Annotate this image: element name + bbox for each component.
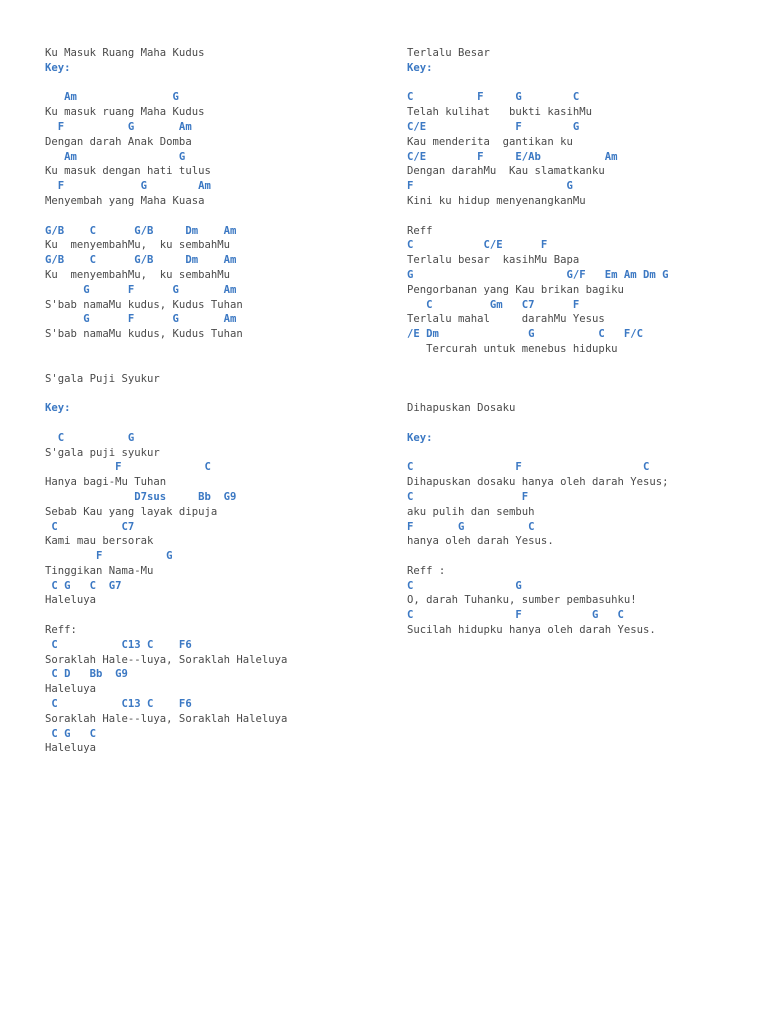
song-title: S'gala Puji Syukur (45, 372, 160, 385)
blank-line (407, 357, 752, 372)
blank-line (45, 342, 390, 357)
blank-line (45, 386, 390, 401)
chord-line: C C13 C F6 (45, 698, 192, 711)
section-label: Reff (407, 224, 433, 237)
chord-line: G/B C G/B Dm Am (45, 224, 237, 237)
chord-line: C F C (407, 461, 650, 474)
chord-line: C F G C (407, 91, 580, 104)
lyric-line: Soraklah Hale--luya, Soraklah Haleluya (45, 712, 288, 725)
key-label: Key: (407, 61, 433, 74)
blank-line (407, 209, 752, 224)
lyric-line: Hanya bagi-Mu Tuhan (45, 476, 167, 489)
chord-line: G F G Am (45, 313, 237, 326)
blank-line (45, 416, 390, 431)
chord-line: /E Dm G C F/C (407, 328, 643, 341)
blank-line (407, 549, 752, 564)
lyric-line: Sucilah hidupku hanya oleh darah Yesus. (407, 624, 656, 637)
chord-line: C G C (45, 727, 97, 740)
chord-line: C G C G7 (45, 579, 122, 592)
lyric-line: Ku masuk ruang Maha Kudus (45, 106, 205, 119)
chord-line: C/E F E/Ab Am (407, 150, 618, 163)
key-label: Key: (45, 61, 71, 74)
blank-line (45, 608, 390, 623)
chord-line: C D Bb G9 (45, 668, 128, 681)
lyric-line: Terlalu mahal darahMu Yesus (407, 313, 605, 326)
lyric-line: Telah kulihat bukti kasihMu (407, 106, 592, 119)
song-title: Terlalu Besar (407, 47, 490, 59)
chord-line: F G C (407, 520, 535, 533)
lyric-line: Menyembah yang Maha Kuasa (45, 194, 205, 207)
lyric-line: Terlalu besar kasihMu Bapa (407, 254, 580, 267)
lyric-line: Haleluya (45, 683, 97, 696)
section-label: Reff : (407, 564, 446, 577)
chord-line: G/B C G/B Dm Am (45, 254, 237, 267)
chord-line: C G (407, 579, 522, 592)
key-label: Key: (407, 431, 433, 444)
chord-line: C/E F G (407, 120, 580, 133)
chord-line: C C7 (45, 520, 135, 533)
lyric-line: Kini ku hidup menyenangkanMu (407, 194, 586, 207)
chord-line: Am G (45, 91, 179, 104)
lyric-line: S'gala puji syukur (45, 446, 160, 459)
chord-line: Am G (45, 150, 186, 163)
chord-line: F G (407, 180, 573, 193)
lyric-line: Dengan darah Anak Domba (45, 135, 192, 148)
lyric-line: Dihapuskan dosaku hanya oleh darah Yesus; (407, 476, 669, 489)
lyric-line: Dengan darahMu Kau slamatkanku (407, 165, 605, 178)
lyric-line: Haleluya (45, 594, 97, 607)
lyric-line: Kami mau bersorak (45, 535, 154, 548)
blank-line (45, 76, 390, 91)
chord-line: C C13 C F6 (45, 638, 192, 651)
lyric-line: S'bab namaMu kudus, Kudus Tuhan (45, 298, 243, 311)
lyric-line: Ku menyembahMu, ku sembahMu (45, 268, 230, 281)
lyric-line: Tinggikan Nama-Mu (45, 564, 154, 577)
blank-line (45, 209, 390, 224)
lyric-line: Tercurah untuk menebus hidupku (407, 342, 618, 355)
lyric-line: Kau menderita gantikan ku (407, 135, 573, 148)
lyric-line: S'bab namaMu kudus, Kudus Tuhan (45, 328, 243, 341)
lyric-line: Soraklah Hale--luya, Soraklah Haleluya (45, 653, 288, 666)
lyric-line: Sebab Kau yang layak dipuja (45, 505, 218, 518)
blank-line (407, 386, 752, 401)
chord-line: C C/E F (407, 239, 548, 252)
chord-line: C Gm C7 F (407, 298, 580, 311)
blank-line (407, 416, 752, 431)
blank-line (45, 357, 390, 372)
section-label: Reff: (45, 624, 77, 637)
right-column (407, 46, 752, 638)
chord-line: D7sus Bb G9 (45, 490, 237, 503)
chord-line: C G (45, 431, 135, 444)
song-title: Ku Masuk Ruang Maha Kudus (45, 47, 205, 59)
left-column (45, 46, 390, 756)
blank-line (407, 446, 752, 461)
song-title: Dihapuskan Dosaku (407, 402, 516, 415)
chord-line: F G (45, 550, 173, 563)
chord-line: F G Am (45, 120, 192, 133)
lyric-line: Ku menyembahMu, ku sembahMu (45, 239, 230, 252)
blank-line (407, 372, 752, 387)
lyric-line: Haleluya (45, 742, 97, 755)
key-label: Key: (45, 402, 71, 415)
lyric-line: Pengorbanan yang Kau brikan bagiku (407, 283, 624, 296)
chord-line: G F G Am (45, 283, 237, 296)
lyric-line: hanya oleh darah Yesus. (407, 535, 554, 548)
lyric-line: Ku masuk dengan hati tulus (45, 165, 211, 178)
chord-line: C F (407, 490, 529, 503)
blank-line (407, 76, 752, 91)
chord-line: F C (45, 461, 211, 474)
chord-line: C F G C (407, 609, 624, 622)
chord-line: G G/F Em Am Dm G (407, 268, 669, 281)
lyric-line: aku pulih dan sembuh (407, 505, 535, 518)
chord-line: F G Am (45, 180, 211, 193)
lyric-line: O, darah Tuhanku, sumber pembasuhku! (407, 594, 637, 607)
